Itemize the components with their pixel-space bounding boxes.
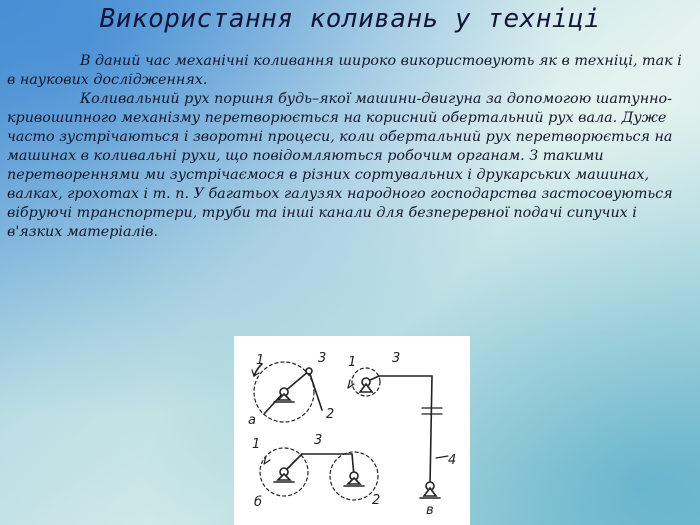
mechanism-a [252, 362, 322, 422]
label-b2: 2 [372, 493, 381, 508]
label-a1: 1 [256, 353, 265, 368]
label-v: в [426, 503, 434, 518]
label-a2: 2 [326, 407, 335, 422]
mechanism-drawings [234, 336, 470, 525]
label-b: б [254, 495, 263, 510]
mechanism-diagram [234, 336, 470, 525]
rod-v-vertical [430, 376, 432, 486]
label-v4: 4 [448, 453, 457, 468]
slide-title: Використання коливань у техніці [99, 4, 601, 34]
mechanism-v [348, 368, 448, 498]
label-b1: 1 [252, 437, 261, 452]
paragraph-mechanism: Коливальний рух поршня будь–якої машини-двигуна за допомогою шатунно-кривошипного механізму перетворюється на корисний обертальний рух вала. Дуже часто зустрічаються і зворотні процеси, коли обертальний рух перетворюється на машинах в коливальні рухи, що повідомляються робочим органам. З такими перетвореннями ми зустрічаємося в різних сортувальних і друкарських машинах, валках, грохотах і т. п. У багатьох галузях народного господарства застосовуються вібруючі транспортери, труби та інші канали для безперервної подачі сипучих і в'язких матеріалів. [7, 91, 673, 240]
paragraph-intro: В даний час механічні коливання широко використовують як в техніці, так і в наукових дослідженнях. [7, 53, 682, 88]
label-v1: 1 [348, 355, 357, 370]
slide-body [7, 52, 690, 242]
mechanism-b [260, 448, 378, 500]
label-v3: 3 [392, 351, 401, 366]
label-a: а [248, 413, 256, 428]
joint-a [306, 368, 312, 374]
crank-a [284, 371, 309, 392]
label-a3: 3 [318, 351, 327, 366]
label-b3: 3 [314, 433, 323, 448]
